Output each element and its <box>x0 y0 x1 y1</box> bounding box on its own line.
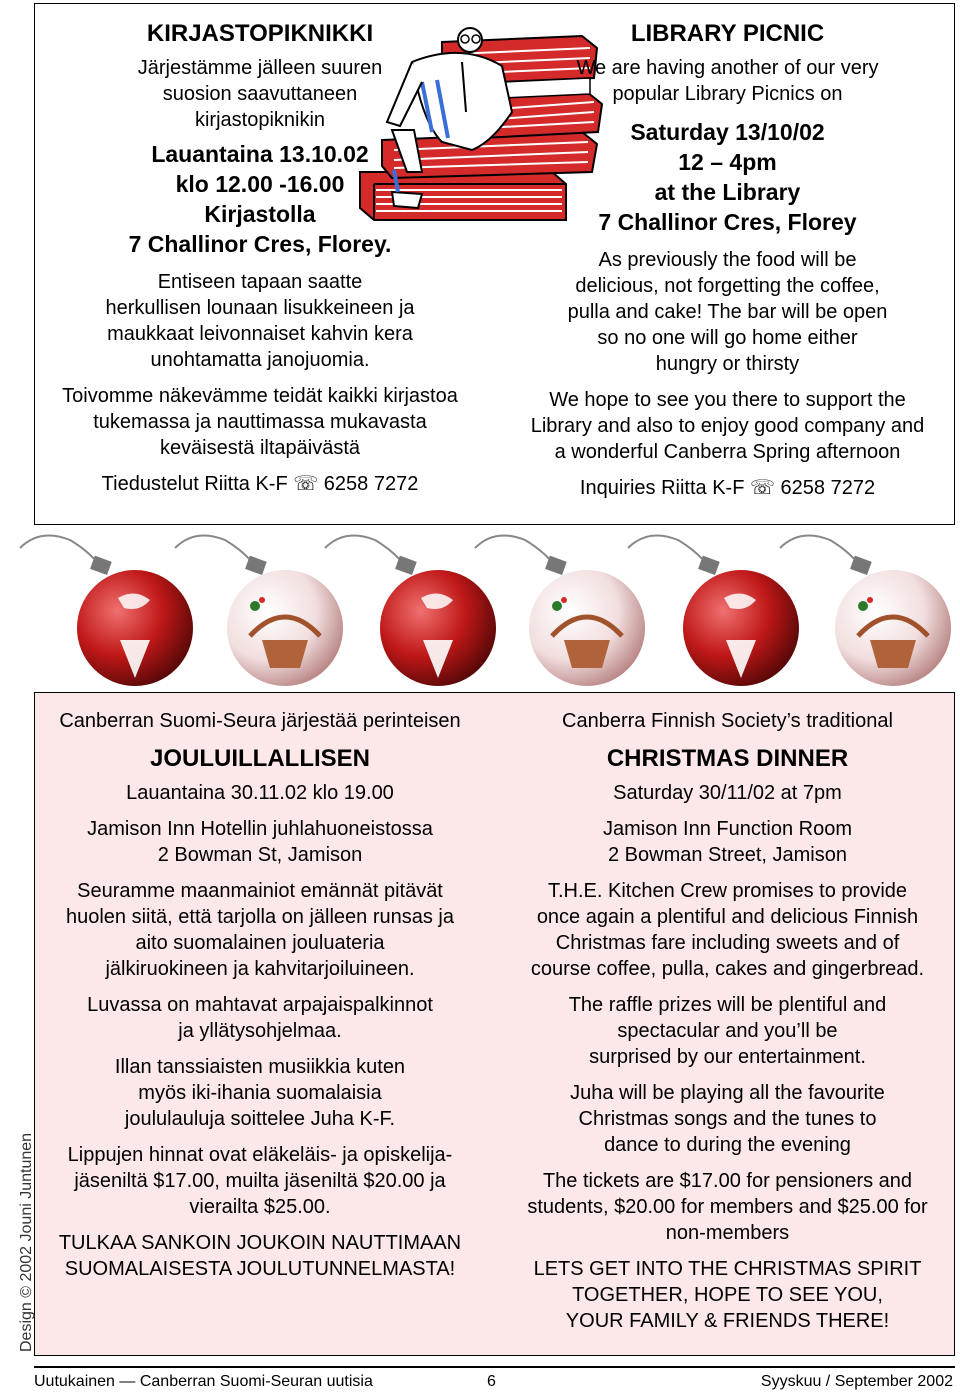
picnic-en-food-4: so no one will go home either <box>597 327 858 349</box>
picnic-en-inquiries: Inquiries Riitta K-F ☏ 6258 7272 <box>579 477 876 499</box>
picnic-en-address: 7 Challinor Cres, Florey <box>598 209 857 235</box>
dinner-finnish-column <box>40 708 480 1282</box>
dinner-fi-music-1: Illan tanssiaisten musiikkia kuten <box>114 1056 406 1078</box>
dinner-en-food-1: T.H.E. Kitchen Crew promises to provide <box>547 880 908 902</box>
dinner-fi-tickets-3: vierailta $25.00. <box>189 1196 331 1218</box>
picnic-en-title: LIBRARY PICNIC <box>630 20 825 47</box>
dinner-en-tickets-3: non-members <box>665 1222 790 1244</box>
picnic-fi-time: klo 12.00 -16.00 <box>175 171 345 197</box>
dinner-fi-closing-2: SUOMALAISESTA JOULUTUNNELMASTA! <box>64 1258 456 1280</box>
dinner-fi-date: Lauantaina 30.11.02 klo 19.00 <box>126 782 394 804</box>
picnic-fi-hope-3: keväisestä iltapäivästä <box>159 437 361 459</box>
dinner-fi-music-3: joululauluja soittelee Juha K-F. <box>124 1108 396 1130</box>
dinner-en-tickets-1: The tickets are $17.00 for pensioners and <box>542 1170 913 1192</box>
dinner-fi-food-2: huolen siitä, että tarjolla on jälleen runsas ja <box>65 906 455 928</box>
picnic-fi-hope-1: Toivomme näkevämme teidät kaikki kirjastoa <box>62 385 458 407</box>
dinner-en-tickets-2: students, $20.00 for members and $25.00 for <box>527 1196 928 1218</box>
picnic-fi-food-1: Entiseen tapaan saatte <box>157 271 363 293</box>
christmas-ornaments-row <box>0 528 960 688</box>
dinner-en-venue-2: 2 Bowman Street, Jamison <box>608 844 847 866</box>
dinner-fi-tickets-2: jäseniltä $17.00, muilta jäseniltä $20.00 ja <box>74 1170 446 1192</box>
footer-page-number: 6 <box>487 1373 496 1390</box>
picnic-fi-food-3: maukkaat leivonnaiset kahvin kera <box>107 323 413 345</box>
dinner-en-raffle-3: surprised by our entertainment. <box>589 1046 866 1068</box>
picnic-fi-intro-1: Järjestämme jälleen suuren <box>137 57 383 79</box>
dinner-en-intro: Canberra Finnish Society’s traditional <box>562 710 893 732</box>
picnic-en-food-3: pulla and cake! The bar will be open <box>567 301 888 323</box>
picnic-en-place: at the Library <box>654 179 801 205</box>
dinner-en-venue-1: Jamison Inn Function Room <box>602 818 852 840</box>
picnic-en-intro-2: popular Library Picnics on <box>612 83 843 105</box>
ornament-red-1 <box>20 536 193 687</box>
dinner-en-music-1: Juha will be playing all the favourite <box>570 1082 885 1104</box>
picnic-fi-date: Lauantaina 13.10.02 <box>151 141 369 167</box>
dinner-en-closing-3: YOUR FAMILY & FRIENDS THERE! <box>565 1310 890 1332</box>
ornament-red-3 <box>628 536 799 687</box>
picnic-fi-food-2: herkullisen lounaan lisukkeineen ja <box>105 297 415 319</box>
dinner-en-raffle-1: The raffle prizes will be plentiful and <box>568 994 887 1016</box>
dinner-en-food-2: once again a plentiful and delicious Finnish <box>536 906 919 928</box>
ornament-white-1 <box>175 536 343 687</box>
picnic-en-food-5: hungry or thirsty <box>655 353 800 375</box>
picnic-en-food-1: As previously the food will be <box>598 249 857 271</box>
dinner-fi-music-2: myös iki-ihania suomalaisia <box>138 1082 382 1104</box>
dinner-en-raffle-2: spectacular and you’ll be <box>617 1020 838 1042</box>
dinner-english-column <box>505 708 950 1334</box>
picnic-english-column <box>505 19 950 501</box>
dinner-fi-food-1: Seuramme maanmainiot emännät pitävät <box>77 880 443 902</box>
footer-publication: Uutukainen — Canberran Suomi-Seuran uutisia <box>34 1373 373 1390</box>
ornament-red-2 <box>325 536 496 687</box>
dinner-fi-food-3: aito suomalainen jouluateria <box>135 932 385 954</box>
dinner-en-title: CHRISTMAS DINNER <box>606 745 849 772</box>
picnic-en-hope-3: a wonderful Canberra Spring afternoon <box>554 441 901 463</box>
picnic-fi-intro-3: kirjastopiknikin <box>194 109 326 131</box>
dinner-en-date: Saturday 30/11/02 at 7pm <box>613 782 842 804</box>
footer-date: Syyskuu / September 2002 <box>760 1373 953 1390</box>
dinner-fi-raffle-1: Luvassa on mahtavat arpajaispalkinnot <box>87 994 433 1016</box>
dinner-en-food-4: course coffee, pulla, cakes and gingerbread. <box>530 958 925 980</box>
design-credit: Design © 2002 Jouni Juntunen <box>18 1132 35 1352</box>
dinner-fi-food-4: jälkiruokineen ja kahvitarjoiluineen. <box>105 958 415 980</box>
dinner-fi-tickets-1: Lippujen hinnat ovat eläkeläis- ja opiskelija- <box>67 1144 453 1166</box>
dinner-fi-venue-1: Jamison Inn Hotellin juhlahuoneistossa <box>87 818 433 840</box>
picnic-en-intro-1: We are having another of our very <box>576 57 879 79</box>
picnic-fi-hope-2: tukemassa ja nauttimassa mukavasta <box>93 411 427 433</box>
picnic-en-date: Saturday 13/10/02 <box>630 119 825 145</box>
dinner-fi-title: JOULUILLALLISEN <box>150 745 370 772</box>
picnic-fi-address: 7 Challinor Cres, Florey. <box>128 231 392 257</box>
dinner-en-food-3: Christmas fare including sweets and of <box>555 932 900 954</box>
dinner-fi-raffle-2: ja yllätysohjelmaa. <box>178 1020 342 1042</box>
dinner-fi-intro: Canberran Suomi-Seura järjestää perinteisen <box>59 710 461 732</box>
picnic-en-food-2: delicious, not forgetting the coffee, <box>575 275 880 297</box>
dinner-fi-venue-2: 2 Bowman St, Jamison <box>157 844 363 866</box>
ornament-white-2 <box>475 536 645 687</box>
dinner-en-music-3: dance to during the evening <box>604 1134 851 1156</box>
footer-rule <box>34 1366 955 1368</box>
picnic-fi-inquiries: Tiedustelut Riitta K-F ☏ 6258 7272 <box>101 473 419 495</box>
picnic-en-time: 12 – 4pm <box>678 149 777 175</box>
picnic-en-hope-1: We hope to see you there to support the <box>549 389 906 411</box>
dinner-en-music-2: Christmas songs and the tunes to <box>578 1108 877 1130</box>
picnic-fi-food-4: unohtamatta janojuomia. <box>150 349 370 371</box>
ornament-white-3 <box>780 536 951 687</box>
picnic-fi-intro-2: suosion saavuttaneen <box>162 83 358 105</box>
dinner-en-closing-2: TOGETHER, HOPE TO SEE YOU, <box>572 1284 883 1306</box>
picnic-fi-title: KIRJASTOPIKNIKKI <box>146 20 374 47</box>
picnic-en-hope-2: Library and also to enjoy good company and <box>530 415 925 437</box>
dinner-fi-closing-1: TULKAA SANKOIN JOUKOIN NAUTTIMAAN <box>58 1232 462 1254</box>
dinner-en-closing-1: LETS GET INTO THE CHRISTMAS SPIRIT <box>533 1258 922 1280</box>
picnic-fi-place: Kirjastolla <box>204 201 316 227</box>
